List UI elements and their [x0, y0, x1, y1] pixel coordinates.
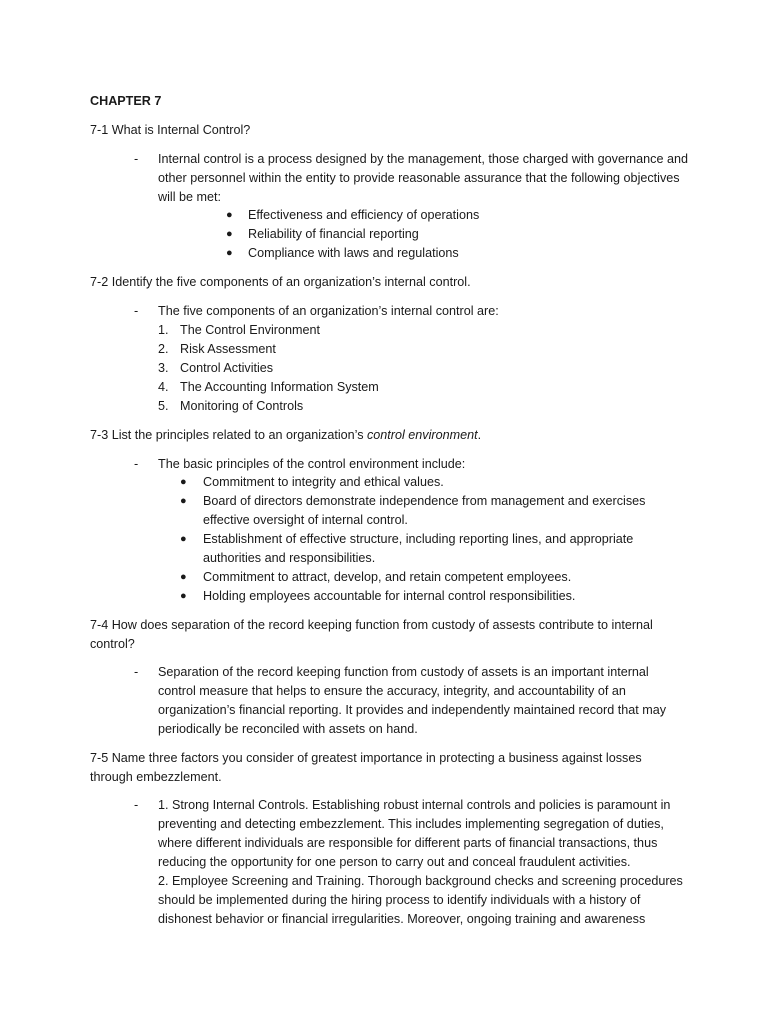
list-item: The Control Environment — [180, 323, 320, 337]
list-item: Compliance with laws and regulations — [248, 246, 459, 260]
bullet-marker: ● — [226, 228, 233, 240]
list-number: 3. — [158, 361, 169, 375]
list-number: 2. — [158, 342, 169, 356]
question-7-1: 7-1 What is Internal Control? — [90, 123, 251, 137]
dash-marker: - — [134, 665, 139, 679]
answer-7-1: Internal control is a process designed by the management, those charged with governance and other personnel within the entity to provide reasonable assurance that the following objectives will be met: — [158, 152, 688, 204]
list-item: The Accounting Information System — [180, 380, 379, 394]
list-item: Establishment of effective structure, including reporting lines, and appropriate authorities and responsibilities. — [203, 532, 634, 565]
answer-7-4: Separation of the record keeping function from custody of assets is an important internal control measure that helps to ensure the accuracy, integrity, and accountability of an organization’s financial reporting. It provides and independently maintained record that may periodically be reconciled with assets on hand. — [158, 665, 667, 736]
question-7-3-emphasis: control environment — [367, 428, 478, 442]
question-7-2: 7-2 Identify the five components of an organization’s internal control. — [90, 275, 471, 289]
list-item: Reliability of financial reporting — [248, 227, 419, 241]
list-item: Control Activities — [180, 361, 274, 375]
question-7-4: 7-4 How does separation of the record keeping function from custody of assests contribute to internal control? — [90, 618, 653, 651]
list-item: Board of directors demonstrate independence from management and exercises effective oversight of internal control. — [203, 494, 646, 527]
list-number: 4. — [158, 380, 169, 394]
list-number: 1. — [158, 323, 169, 337]
bullet-marker: ● — [180, 590, 187, 602]
bullet-marker: ● — [180, 533, 187, 545]
question-7-3-suffix: . — [477, 428, 482, 442]
answer-7-5-factor-1: 1. Strong Internal Controls. Establishing robust internal controls and policies is paramount in preventing and detecting embezzlement. This includes implementing segregation of duties, where different individuals are responsible for different parts of financial transactions, thus reducing the opportunity for one person to carry out and conceal fraudulent activities. — [158, 798, 671, 869]
dash-marker: - — [134, 798, 139, 812]
answer-7-5-factor-2: 2. Employee Screening and Training. Thorough background checks and screening procedures should be implemented during the hiring process to identify individuals with a history of dishonest behavior or financial irregularities. Moreover, ongoing training and awareness — [158, 874, 683, 926]
question-7-3 — [90, 426, 690, 445]
answer-7-2: The five components of an organization’s internal control are: — [158, 304, 499, 318]
list-item: Risk Assessment — [180, 342, 276, 356]
list-item: Monitoring of Controls — [180, 399, 304, 413]
bullet-marker: ● — [226, 247, 233, 259]
bullet-marker: ● — [180, 476, 187, 488]
list-item: Commitment to integrity and ethical values. — [203, 475, 444, 489]
dash-marker: - — [134, 457, 139, 471]
question-7-5: 7-5 Name three factors you consider of greatest importance in protecting a business against losses through embezzlement. — [90, 751, 642, 784]
dash-marker: - — [134, 304, 139, 318]
list-number: 5. — [158, 399, 169, 413]
question-7-3-prefix: 7-3 List the principles related to an organization’s — [90, 428, 367, 442]
list-item: Holding employees accountable for internal control responsibilities. — [203, 589, 576, 603]
answer-7-3: The basic principles of the control environment include: — [158, 457, 466, 471]
list-item: Commitment to attract, develop, and retain competent employees. — [203, 570, 572, 584]
dash-marker: - — [134, 152, 139, 166]
chapter-title: CHAPTER 7 — [90, 94, 162, 108]
bullet-marker: ● — [180, 571, 187, 583]
list-item: Effectiveness and efficiency of operations — [248, 208, 480, 222]
bullet-marker: ● — [180, 495, 187, 507]
bullet-marker: ● — [226, 209, 233, 221]
